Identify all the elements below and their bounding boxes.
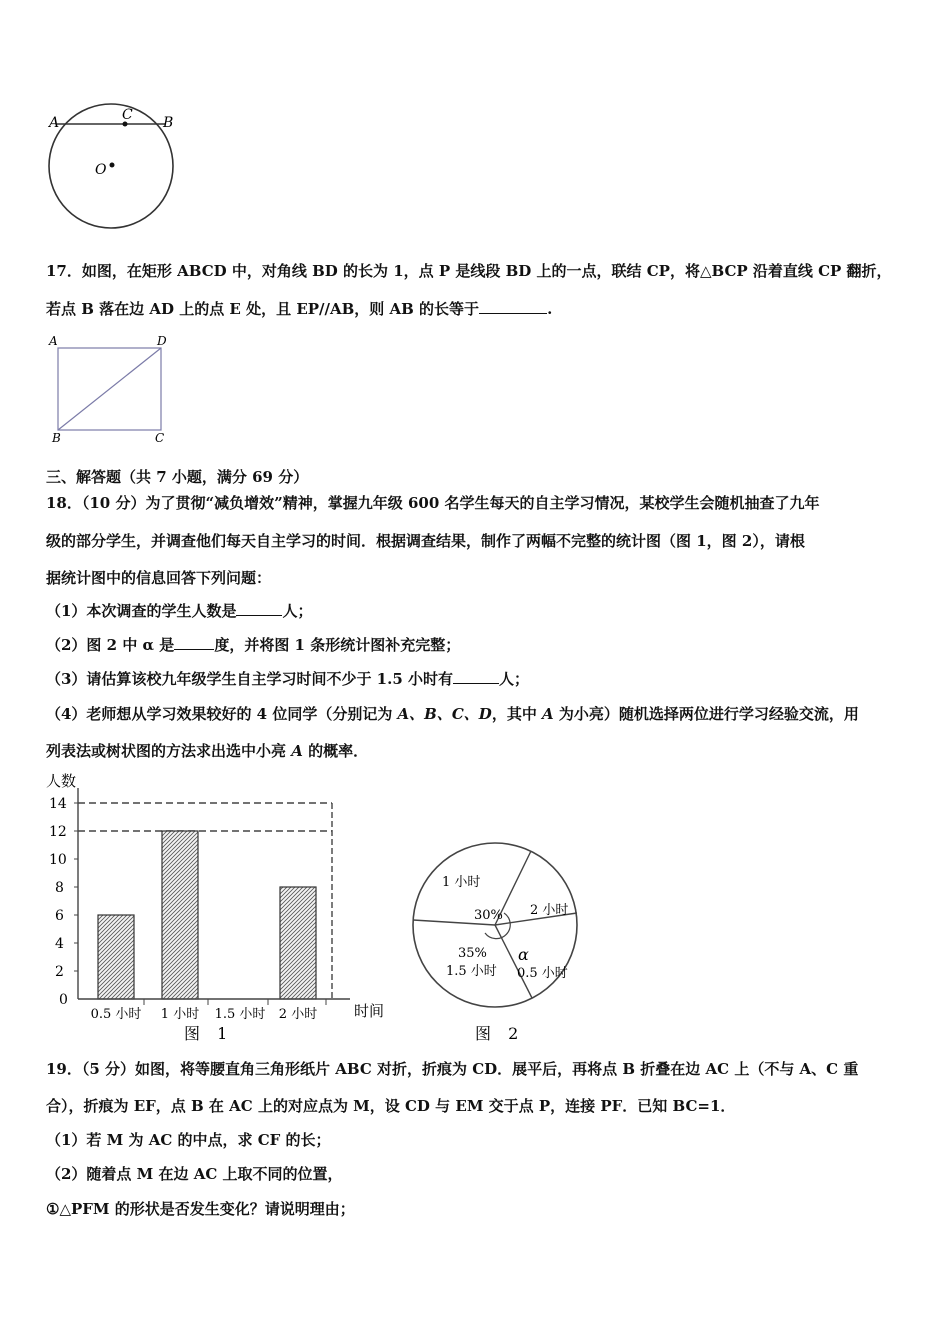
- q18-part3-end: 人；: [498, 670, 529, 688]
- q18-part4-text: （4）老师想从学习效果较好的 4 位同学（分别记为: [46, 705, 398, 723]
- x-category-label: 1.5 小时: [214, 1007, 266, 1022]
- q18-part1-end: 人；: [282, 602, 313, 620]
- q17-answer-blank: [479, 299, 547, 314]
- label-b: B: [52, 431, 61, 445]
- diagonal-bd: [58, 348, 161, 430]
- x-axis-label: 时间: [354, 1002, 385, 1020]
- q18-part4-letter-a: A: [542, 705, 554, 723]
- q19-part2-1: ①△PFM 的形状是否发生变化？请说明理由；: [46, 1200, 355, 1218]
- x-category-label: 0.5 小时: [90, 1007, 142, 1022]
- q17-line2: [46, 298, 552, 319]
- label-c: C: [122, 107, 133, 123]
- q18-part4-end: 为小亮）随机选择两位进行学习经验交流，用: [553, 705, 859, 723]
- slice-alpha: α: [518, 945, 529, 964]
- slice-label-05h: 0.5 小时: [517, 966, 568, 981]
- q17-line2-end: .: [547, 300, 553, 318]
- q18-part4-line2-end: 的概率．: [302, 742, 369, 760]
- y-tick-label: 4: [55, 936, 64, 952]
- y-tick-label: 6: [55, 908, 64, 924]
- chart1-caption: 图 1: [184, 1024, 234, 1043]
- q18-part4-letters: A、B、C、D: [397, 705, 492, 723]
- label-d: D: [157, 334, 167, 348]
- q18-part3: [46, 668, 529, 689]
- section-title: 三、解答题（共 7 小题，满分 69 分）: [46, 468, 309, 486]
- q18-part1-text: （1）本次调查的学生人数是: [46, 602, 237, 620]
- slice-value-15h: 35%: [458, 946, 487, 961]
- pie-chart: [408, 842, 588, 1048]
- slice-label-15h: 1.5 小时: [446, 964, 497, 979]
- label-b: B: [163, 115, 174, 131]
- x-category-label: 2 小时: [278, 1007, 318, 1022]
- q17-line2-text: 若点 B 落在边 AD 上的点 E 处，且 EP//AB，则 AB 的长等于: [46, 300, 480, 318]
- label-a: A: [49, 334, 58, 348]
- slice-label-1h: 1 小时: [442, 875, 481, 890]
- circle-figure: [40, 98, 190, 238]
- q19-part1: （1）若 M 为 AC 的中点，求 CF 的长；: [46, 1131, 331, 1149]
- q18-part4: [46, 703, 859, 724]
- slice-label-2h: 2 小时: [530, 903, 569, 918]
- q18-part1: [46, 600, 312, 621]
- q18-part2: [46, 634, 460, 655]
- label-a: A: [49, 115, 60, 131]
- y-tick-label: 14: [49, 796, 67, 812]
- slice-value-1h: 30%: [474, 908, 503, 923]
- q19-line2: 合），折痕为 EF，点 B 在 AC 上的对应点为 M，设 CD 与 EM 交于点 P，连接 PF．已知 BC=1．: [46, 1097, 736, 1115]
- bar-chart: [40, 766, 400, 1048]
- y-tick-label: 8: [55, 880, 64, 896]
- y-axis-label: 人数: [46, 772, 77, 790]
- q18-line2: 级的部分学生，并调查他们每天自主学习的时间．根据调查结果，制作了两幅不完整的统计图（图 1，图 2），请根: [46, 532, 805, 550]
- q18-part4-mid: ，其中: [491, 705, 543, 723]
- bar: [162, 831, 198, 999]
- label-o: O: [95, 162, 107, 178]
- chart2-caption: 图 2: [475, 1024, 525, 1043]
- q18-part4-line2-letter: A: [291, 742, 303, 760]
- q18-part2-text: （2）图 2 中 α 是: [46, 636, 175, 654]
- x-category-label: 1 小时: [160, 1007, 200, 1022]
- bar: [280, 887, 316, 999]
- q18-line3: 据统计图中的信息回答下列问题：: [46, 569, 272, 587]
- q19-part2: （2）随着点 M 在边 AC 上取不同的位置，: [46, 1165, 343, 1183]
- q18-part4-line2: [46, 740, 368, 761]
- q17-line1: 17．如图，在矩形 ABCD 中，对角线 BD 的长为 1，点 P 是线段 BD 上的一点，联结 CP，将△BCP 沿着直线 CP 翻折，: [46, 262, 892, 280]
- q18-line1: 18．（10 分）为了贯彻“减负增效”精神，掌握九年级 600 名学生每天的自主学习情况，某校学生会随机抽查了九年: [46, 494, 820, 512]
- q18-part1-blank: [236, 601, 282, 616]
- y-tick-label: 10: [49, 852, 67, 868]
- rectangle-figure: [46, 334, 176, 446]
- q18-part3-blank: [453, 669, 499, 684]
- q18-part3-text: （3）请估算该校九年级学生自主学习时间不少于 1.5 小时有: [46, 670, 453, 688]
- q19-line1: 19．（5 分）如图，将等腰直角三角形纸片 ABC 对折，折痕为 CD．展平后，再将点 B 折叠在边 AC 上（不与 A、C 重: [46, 1060, 859, 1078]
- y-tick-label: 0: [59, 992, 68, 1008]
- y-tick-label: 12: [49, 824, 67, 840]
- q18-part2-blank: [174, 635, 214, 650]
- point-o: [110, 163, 115, 168]
- label-c: C: [155, 431, 165, 445]
- y-tick-label: 2: [55, 964, 64, 980]
- bar: [98, 915, 134, 999]
- q18-part2-end: 度，并将图 1 条形统计图补充完整；: [214, 636, 461, 654]
- q18-part4-line2-text: 列表法或树状图的方法求出选中小亮: [46, 742, 292, 760]
